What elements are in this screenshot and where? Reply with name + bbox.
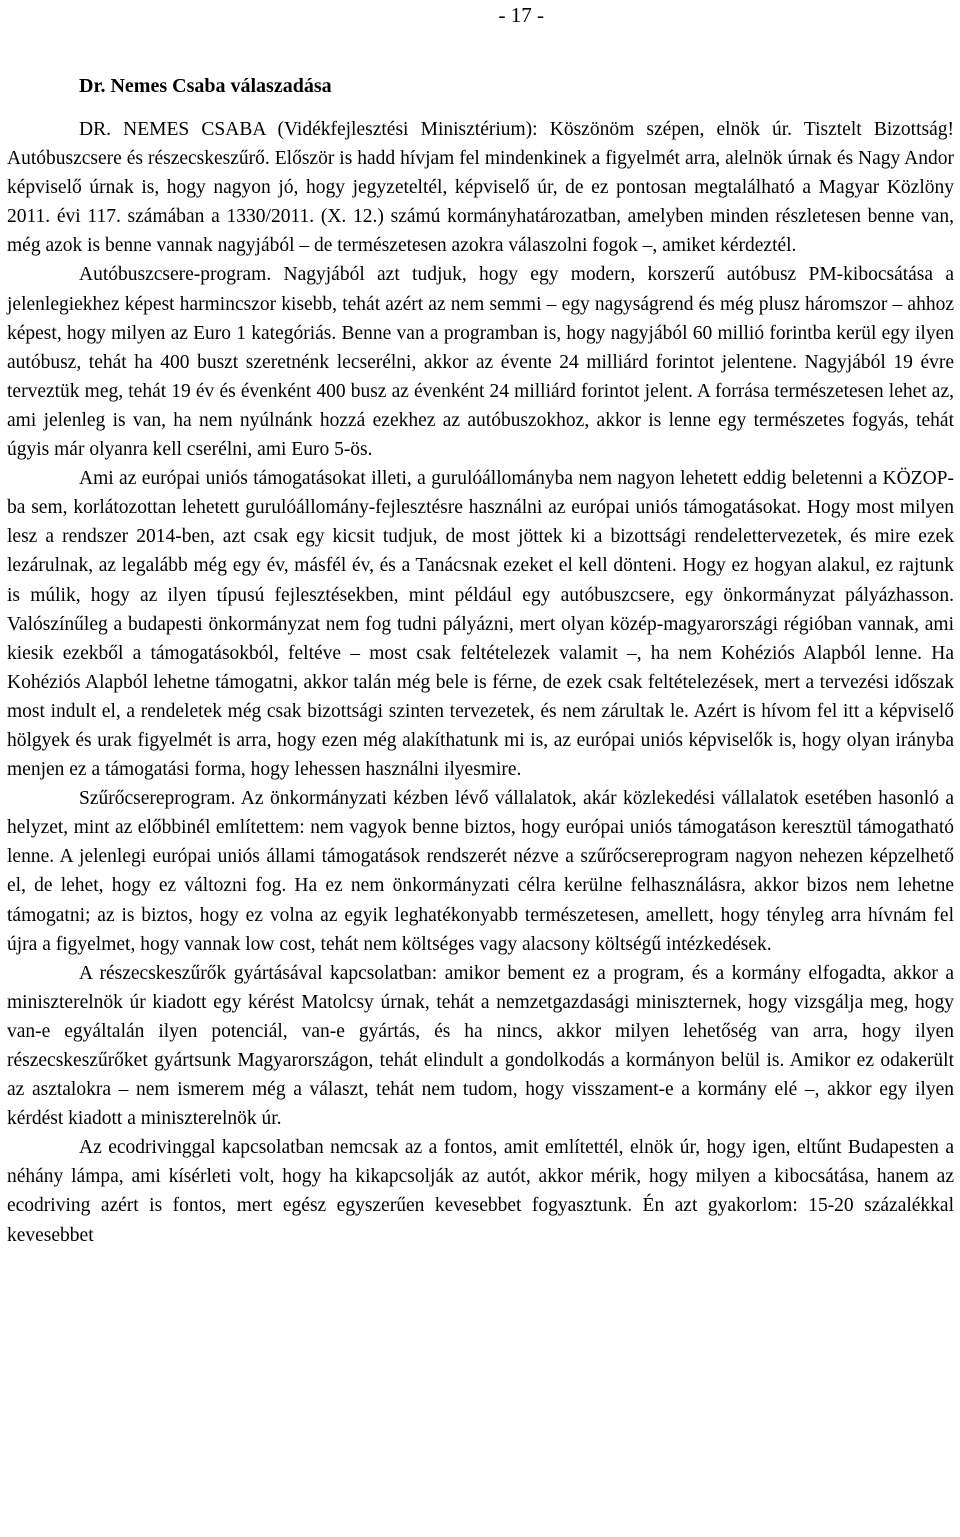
section-title: Dr. Nemes Csaba válaszadása: [79, 75, 332, 97]
page-number: - 17 -: [498, 3, 544, 27]
paragraph: Az ecodrivinggal kapcsolatban nemcsak az a fontos, amit említettél, elnök úr, hogy igen, eltűnt Budapesten a néhány lámpa, ami kísérleti volt, hogy ha kikapcsolják az autót, akkor mérik, hogy milyen a kibocsátása, hanem az ecodriving azért is fontos, mert egész egyszerűen kevesebbet fogyasztunk. Én azt gyakorlom: 15-20 százalékkal kevesebbet: [7, 1137, 954, 1246]
paragraph: Ami az európai uniós támogatásokat illeti, a gurulóállományba nem nagyon lehetett eddig beletenni a KÖZOP-ba sem, korlátozottan lehetett gurulóállomány-fejlesztésre használni az európai uniós támogatásokat. Hogy most milyen lesz a rendszer 2014-ben, azt csak egy kicsit tudjuk, de most jöttek ki a bizottsági rendelettervezetek, és mire ezek lezárulnak, az legalább még egy év, másfél év, és a Tanácsnak ezeket el kell dönteni. Hogy ez hogyan alakul, ez rajtunk is múlik, hogy az ilyen típusú fejlesztésekben, mint például egy autóbuszcsere, egy önkormányzat pályázhasson. Valószínűleg a budapesti önkormányzat nem fog tudni pályázni, mert olyan közép-magyarországi régióban vannak, ami kiesik ezekből a támogatásokból, feltéve – most csak feltételezek valamit –, ha nem Kohéziós Alapból lenne. Ha Kohéziós Alapból lehetne támogatni, akkor talán még bele is férne, de ezek csak feltételezések, mert a tervezési időszak most indult el, a rendeletek még csak bizottsági szinten tervezetek, és nem zárultak le. Azért is hívom fel itt a képviselő hölgyek és urak figyelmét is arra, hogy ezen még alakíthatunk mi is, az európai uniós képviselők is, hogy olyan irányba menjen ez a támogatási forma, hogy lehessen használni ilyesmire.: [7, 468, 954, 781]
paragraph: Szűrőcsereprogram. Az önkormányzati kézben lévő vállalatok, akár közlekedési vállalatok esetében hasonló a helyzet, mint az előbbinél említettem: nem vagyok benne biztos, hogy európai uniós támogatáson keresztül támogatható lenne. A jelenlegi európai uniós állami támogatások rendszerét nézve a szűrőcsereprogram nagyon nehezen képzelhető el, de lehet, hogy ez változni fog. Ha ez nem önkormányzati célra kerülne felhasználásra, akkor bizos nem lehetne támogatni; az is biztos, hogy ez volna az egyik leghatékonyabb természetesen, amellett, hogy tényleg arra hívnám fel újra a figyelmet, hogy vannak low cost, tehát nem költséges vagy alacsony költségű intézkedések.: [7, 788, 954, 955]
paragraph: A részecskeszűrők gyártásával kapcsolatban: amikor bement ez a program, és a kormány elfogadta, akkor a miniszterelnök úr kiadott egy kérést Matolcsy úrnak, tehát a nemzetgazdasági miniszternek, hogy vizsgálja meg, hogy van-e egyáltalán ilyen potenciál, van-e gyártás, és ha nincs, akkor milyen lehetőség van arra, hogy ilyen részecskeszűrőket gyártsunk Magyarországon, tehát elindult a gondolkodás a kormányon belül is. Amikor ez odakerült az asztalokra – nem ismerem még a választ, tehát nem tudom, hogy visszament-e a kormány elé –, akkor egy ilyen kérdést kiadott a miniszterelnök úr.: [7, 962, 954, 1130]
paragraph: DR. NEMES CSABA (Vidékfejlesztési Minisztérium): Köszönöm szépen, elnök úr. Tisztelt Bizottság! Autóbuszcsere és részecskeszűrő. Először is hadd hívjam fel mindenkinek a figyelmét arra, alelnök úrnak és Nagy Andor képviselő úrnak is, hogy nagyon jó, hogy jegyzeteltél, képviselő úr, de ez pontosan megtalálható a Magyar Közlöny 2011. évi 117. számában a 1330/2011. (X. 12.) számú kormányhatározatban, amelyben minden részletesen benne van, még azok is benne vannak nagyjából – de természetesen azokra válaszolni fogok –, amiket kérdeztél.: [7, 119, 954, 257]
body-text: [7, 115, 954, 1250]
paragraph: Autóbuszcsere-program. Nagyjából azt tudjuk, hogy egy modern, korszerű autóbusz PM-kibocsátása a jelenlegiekhez képest harmincszor kisebb, tehát azért az nem semmi – egy nagyságrend és még plusz háromszor – ahhoz képest, hogy milyen az Euro 1 kategóriás. Benne van a programban is, hogy nagyjából 60 millió forintba kerül egy ilyen autóbusz, tehát ha 400 buszt szeretnénk lecserélni, akkor az évente 24 milliárd forintot jelentene. Nagyjából 19 évre terveztük meg, tehát 19 év és évenként 400 busz az évenként 24 milliárd forintot jelent. A forrása természetesen lehet az, ami jelenleg is van, ha nem nyúlnánk hozzá ezekhez az autóbuszokhoz, akkor is lenne egy természetes fogyás, tehát úgyis már olyanra kell cserélni, ami Euro 5-ös.: [7, 264, 954, 461]
